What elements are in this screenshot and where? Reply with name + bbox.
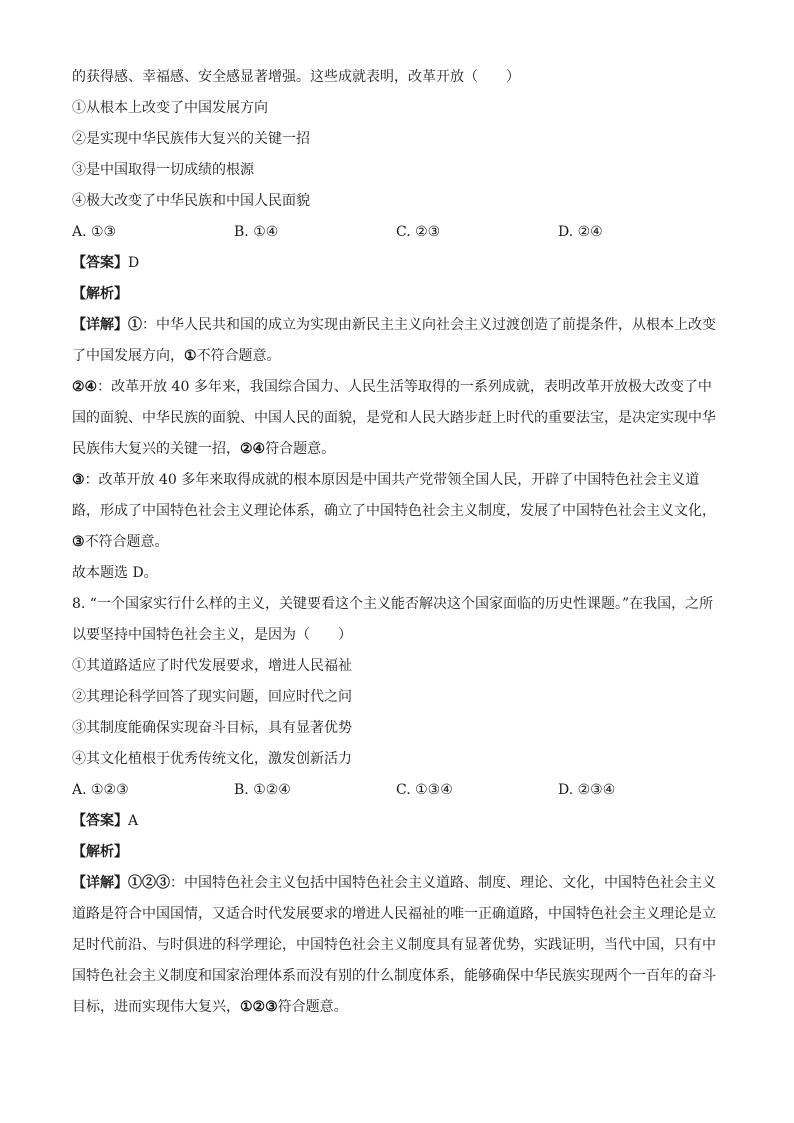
q8-options [72, 775, 720, 806]
q7-option-b: B. ①④ [234, 224, 279, 240]
q7-conclusion: 故本题选 D。 [72, 565, 158, 581]
q8-answer-value: A [128, 813, 139, 829]
q7-option-a: A. ①③ [72, 224, 117, 240]
q7-detail-3-text: ：改革开放 40 多年来取得成就的根本原因是中国共产党带领全国人民，开辟了中国特色社会主义道路，形成了中国特色社会主义理论体系，确立了中国特色社会主义制度，发展了中国特色社会主义文化， [72, 472, 716, 519]
q7-statement-2: ②是实现中华民族伟大复兴的关键一招 [72, 131, 310, 147]
q7-detail-3-end: 不符合题意。 [84, 534, 169, 550]
q7-statement-3: ③是中国取得一切成绩的根源 [72, 162, 254, 178]
q7-detail-3-mark-end: ③ [72, 534, 85, 550]
q8-statement-2: ②其理论科学回答了现实问题，回应时代之问 [72, 689, 352, 705]
q7-detail-2 [72, 372, 720, 465]
document-page [72, 62, 720, 1023]
q7-answer-label: 【答案】 [72, 255, 128, 271]
q7-detail-1-mark-end: ① [184, 348, 197, 364]
q8-option-a: A. ①②③ [72, 782, 129, 798]
q8-detail-mark-end: ①②③ [240, 999, 278, 1015]
q8-stem: 8. “一个国家实行什么样的主义，关键要看这个主义能否解决这个国家面临的历史性课题。”在我国，之所以要坚持中国特色社会主义，是因为（ ） [72, 596, 714, 643]
q7-detail-label: 【详解】 [72, 317, 128, 333]
q8-statement-1: ①其道路适应了时代发展要求，增进人民福祉 [72, 658, 352, 674]
q7-detail-2-mark-end: ②④ [240, 441, 266, 457]
q7-stem-tail: 的获得感、幸福感、安全感显著增强。这些成就表明，改革开放（ ） [72, 69, 520, 85]
q7-detail-3 [72, 465, 720, 558]
q7-statement-1: ①从根本上改变了中国发展方向 [72, 100, 268, 116]
q8-option-b: B. ①②④ [234, 782, 291, 798]
q8-analysis-label: 【解析】 [72, 844, 128, 860]
q8-option-d: D. ②③④ [558, 782, 616, 798]
q8-answer-label: 【答案】 [72, 813, 128, 829]
q7-detail-1-end: 不符合题意。 [196, 348, 281, 364]
q7-option-c: C. ②③ [396, 224, 441, 240]
q7-detail-2-text: ：改革开放 40 多年来，我国综合国力、人民生活等取得的一系列成就，表明改革开放极大改变了中国的面貌、中华民族的面貌、中国人民的面貌，是党和人民大踏步赶上时代的重要法宝，是决定实现中华民族伟大复兴的关键一招， [72, 379, 716, 457]
q7-detail-2-end: 符合题意。 [265, 441, 336, 457]
q7-detail-1 [72, 310, 720, 372]
q8-detail [72, 868, 720, 1023]
q8-detail-text: ：中国特色社会主义包括中国特色社会主义道路、制度、理论、文化，中国特色社会主义道路是符合中国国情，又适合时代发展要求的增进人民福祉的唯一正确道路，中国特色社会主义理论是立足时代前沿、与时俱进的科学理论，中国特色社会主义制度具有显著优势，实践证明，当代中国，只有中国特色社会主义制度和国家治理体系而没有别的什么制度体系，能够确保中华民族实现两个一百年的奋斗目标，进而实现伟大复兴， [72, 875, 716, 1015]
q8-detail-label: 【详解】 [72, 875, 128, 891]
q7-statement-4: ④极大改变了中华民族和中国人民面貌 [72, 193, 310, 209]
q8-detail-marks: ①②③ [128, 875, 170, 891]
q7-answer-value: D [128, 255, 140, 271]
q8-option-c: C. ①③④ [396, 782, 453, 798]
q7-detail-1-marks: ① [128, 317, 142, 333]
q7-detail-3-marks: ③ [72, 472, 85, 488]
q7-answer [72, 248, 720, 279]
q7-options [72, 217, 720, 248]
q8-answer [72, 806, 720, 837]
q7-detail-1-text: ：中华人民共和国的成立为实现由新民主主义向社会主义过渡创造了前提条件，从根本上改变了中国发展方向， [72, 317, 716, 364]
q8-statement-4: ④其文化植根于优秀传统文化，激发创新活力 [72, 751, 352, 767]
q7-detail-2-marks: ②④ [72, 379, 98, 395]
q8-statement-3: ③其制度能确保实现奋斗目标，具有显著优势 [72, 720, 352, 736]
q8-detail-end: 符合题意。 [277, 999, 348, 1015]
q7-option-d: D. ②④ [558, 224, 603, 240]
q7-analysis-label: 【解析】 [72, 286, 128, 302]
